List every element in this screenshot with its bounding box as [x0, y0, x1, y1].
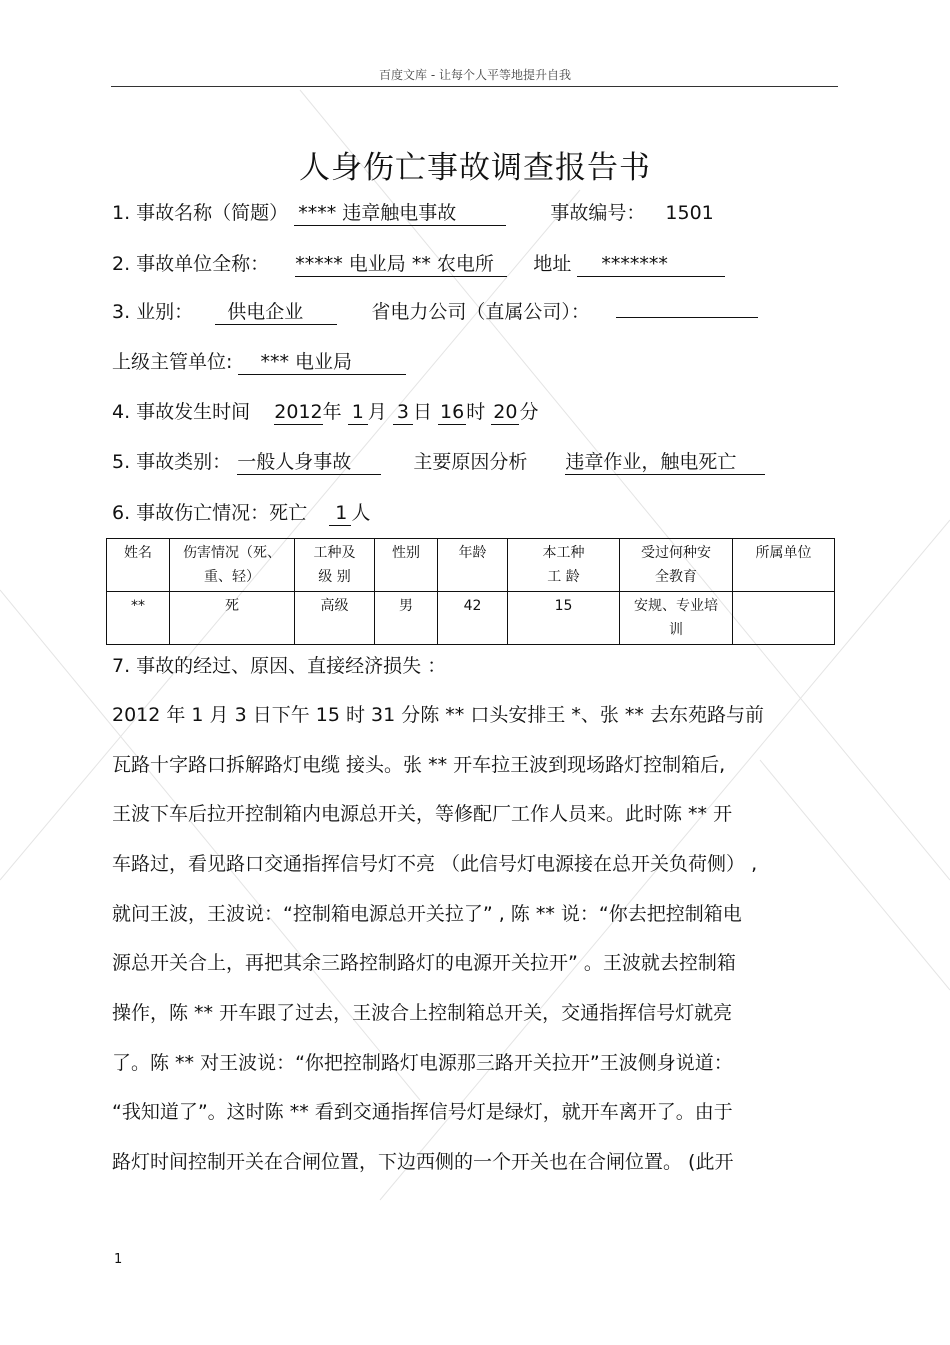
field-category	[112, 449, 765, 475]
section-process-heading: 7. 事故的经过、原因、直接经济损失 ：	[112, 655, 447, 677]
paragraph-line: “我知道了”。这时陈 ** 看到交通指挥信号灯是绿灯，就开车离开了。由于	[112, 1101, 733, 1123]
paragraph-line: 2012 年 1 月 3 日下午 15 时 31 分陈 ** 口头安排王 *、张 ** 去东苑路与前	[112, 704, 764, 726]
paragraph-line: 了。陈 ** 对王波说：“你把控制路灯电源那三路开关拉开”王波侧身说道：	[112, 1052, 733, 1074]
time-month: 1	[348, 400, 368, 425]
supervisor-value: *** 电业局	[238, 350, 406, 375]
table-cell: 安规、专业培 训	[620, 592, 733, 645]
cause-value: 违章作业，触电死亡	[565, 450, 765, 475]
table-header-row	[107, 539, 835, 592]
industry-value: 供电企业	[215, 300, 337, 325]
time-hour: 16	[440, 401, 465, 423]
field-casualties	[112, 500, 370, 526]
address-value: *******	[577, 252, 725, 277]
table-header-cell: 本工种 工 龄	[508, 539, 620, 592]
table-cell	[733, 592, 835, 645]
table-cell: 死	[170, 592, 295, 645]
table-cell: **	[107, 592, 170, 645]
page-number: 1	[114, 1252, 123, 1267]
accident-name-value: **** 违章触电事故	[294, 201, 506, 226]
time-minute: 20	[493, 401, 518, 423]
time-year: 2012	[274, 401, 323, 423]
day-unit: 日	[412, 401, 432, 423]
paragraph-line: 路灯时间控制开关在合闸位置，下边西侧的一个开关也在合闸位置。 (此开	[112, 1151, 734, 1173]
supervisor-label: 上级主管单位:	[112, 351, 233, 373]
table-cell: 42	[438, 592, 508, 645]
casualties-count: 1	[329, 501, 351, 526]
address-label: 地址	[533, 253, 572, 275]
minute-unit: 分	[519, 401, 539, 423]
paragraph-line: 就问王波，王波说：“控制箱电源总开关拉了” , 陈 ** 说：“你去把控制箱电	[112, 903, 742, 925]
table-header-cell: 性别	[375, 539, 438, 592]
header-rule	[111, 86, 838, 87]
year-unit: 年	[322, 401, 342, 423]
casualty-table	[106, 538, 835, 645]
table-header-cell: 年龄	[438, 539, 508, 592]
field-supervisor	[112, 349, 406, 375]
casualties-unit: 人	[351, 502, 371, 524]
company-label: 省电力公司（直属公司）：	[371, 301, 590, 323]
table-header-cell: 工种及 级 别	[295, 539, 375, 592]
paragraph-line: 操作，陈 ** 开车跟了过去，王波合上控制箱总开关，交通指挥信号灯就亮	[112, 1002, 733, 1024]
company-value	[616, 317, 758, 318]
unit-label: 2. 事故单位全称：	[112, 253, 270, 275]
field-industry	[112, 299, 758, 325]
industry-label: 3. 业别：	[112, 301, 194, 323]
accident-no-value: 1501	[665, 202, 714, 224]
cause-label: 主要原因分析	[413, 451, 528, 473]
casualties-label: 6. 事故伤亡情况：死亡	[112, 502, 308, 524]
accident-name-label: 1. 事故名称（简题）	[112, 202, 289, 224]
table-cell: 高级	[295, 592, 375, 645]
paragraph-line: 车路过，看见路口交通指挥信号灯不亮 （此信号灯电源接在总开关负荷侧） ,	[112, 853, 758, 875]
table-row	[107, 592, 835, 645]
category-value: 一般人身事故	[237, 450, 381, 475]
page-header: 百度文库 - 让每个人平等地提升自我	[379, 68, 571, 82]
hour-unit: 时	[466, 401, 486, 423]
field-accident-unit	[112, 251, 725, 277]
table-cell: 男	[375, 592, 438, 645]
paragraph-line: 王波下车后拉开控制箱内电源总开关，等修配厂工作人员来。此时陈 ** 开	[112, 803, 733, 825]
field-time	[112, 399, 538, 425]
month-unit: 月	[367, 401, 387, 423]
accident-no-label: 事故编号：	[550, 202, 646, 224]
table-header-cell: 姓名	[107, 539, 170, 592]
table-header-cell: 伤害情况（死、 重、轻）	[170, 539, 295, 592]
field-accident-name	[112, 200, 714, 226]
paragraph-line: 源总开关合上，再把其余三路控制路灯的电源开关拉开” 。王波就去控制箱	[112, 952, 736, 974]
document-title: 人身伤亡事故调查报告书	[299, 150, 651, 186]
table-header-cell: 受过何种安 全教育	[620, 539, 733, 592]
category-label: 5. 事故类别：	[112, 451, 232, 473]
unit-value: ***** 电业局 ** 农电所	[295, 252, 507, 277]
table-header-cell: 所属单位	[733, 539, 835, 592]
paragraph-line: 瓦路十字路口拆解路灯电缆 接头。张 ** 开车拉王波到现场路灯控制箱后,	[112, 754, 726, 776]
time-day: 3	[393, 400, 413, 425]
time-label: 4. 事故发生时间	[112, 401, 251, 423]
table-cell: 15	[508, 592, 620, 645]
